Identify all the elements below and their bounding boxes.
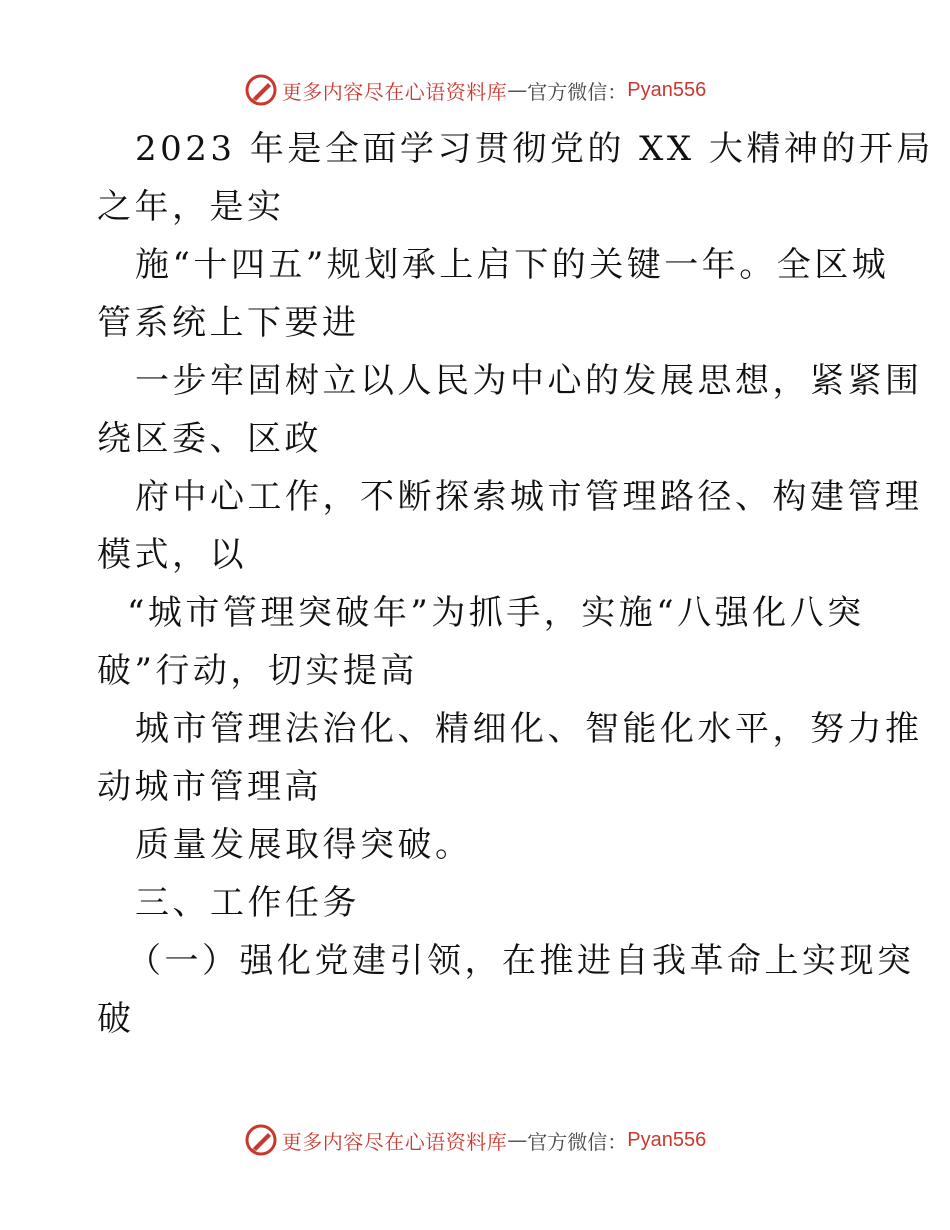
watermark-dash: —	[507, 78, 528, 102]
subsection-heading: （一）强化党建引领，在推进自我革命上实现突	[127, 941, 915, 981]
quill-logo-icon	[244, 1123, 278, 1157]
paragraph-line: “城市管理突破年”为抓手，实施“八强化八突	[127, 593, 865, 633]
paragraph-line: 管系统上下要进	[97, 303, 360, 343]
paragraph-line: 之年，是实	[97, 187, 285, 227]
paragraph-line: 模式，以	[97, 535, 247, 575]
paragraph-line: 质量发展取得突破。	[135, 825, 473, 865]
watermark-wechat-id: Pyan556	[627, 78, 707, 101]
section-heading: 三、工作任务	[135, 883, 360, 923]
paragraph-line: 动城市管理高	[97, 767, 322, 807]
paragraph-line: 府中心工作，不断探索城市管理路径、构建管理	[135, 477, 923, 517]
quill-logo-icon	[244, 73, 278, 107]
paragraph-line: 城市管理法治化、精细化、智能化水平，努力推	[135, 709, 923, 749]
watermark-site-text: 更多内容尽在心语资料库	[281, 1129, 508, 1154]
header-watermark	[0, 70, 950, 110]
watermark-wechat-id: Pyan556	[627, 1128, 707, 1151]
paragraph-line: 破”行动，切实提高	[97, 651, 418, 691]
watermark-dash: —	[507, 1128, 528, 1152]
paragraph-line: 2023 年是全面学习贯彻党的 XX 大精神的开局	[135, 129, 934, 169]
paragraph-line: 施“十四五”规划承上启下的关键一年。全区城	[135, 245, 890, 285]
watermark-site-text: 更多内容尽在心语资料库	[281, 79, 508, 104]
watermark-wechat-label: 官方微信：	[527, 1129, 628, 1154]
subsection-heading-continued: 破	[97, 999, 135, 1039]
footer-watermark	[0, 1120, 950, 1160]
paragraph-line: 绕区委、区政	[97, 419, 322, 459]
document-body	[97, 120, 934, 1048]
paragraph-line: 一步牢固树立以人民为中心的发展思想，紧紧围	[135, 361, 923, 401]
watermark-wechat-label: 官方微信：	[527, 79, 628, 104]
